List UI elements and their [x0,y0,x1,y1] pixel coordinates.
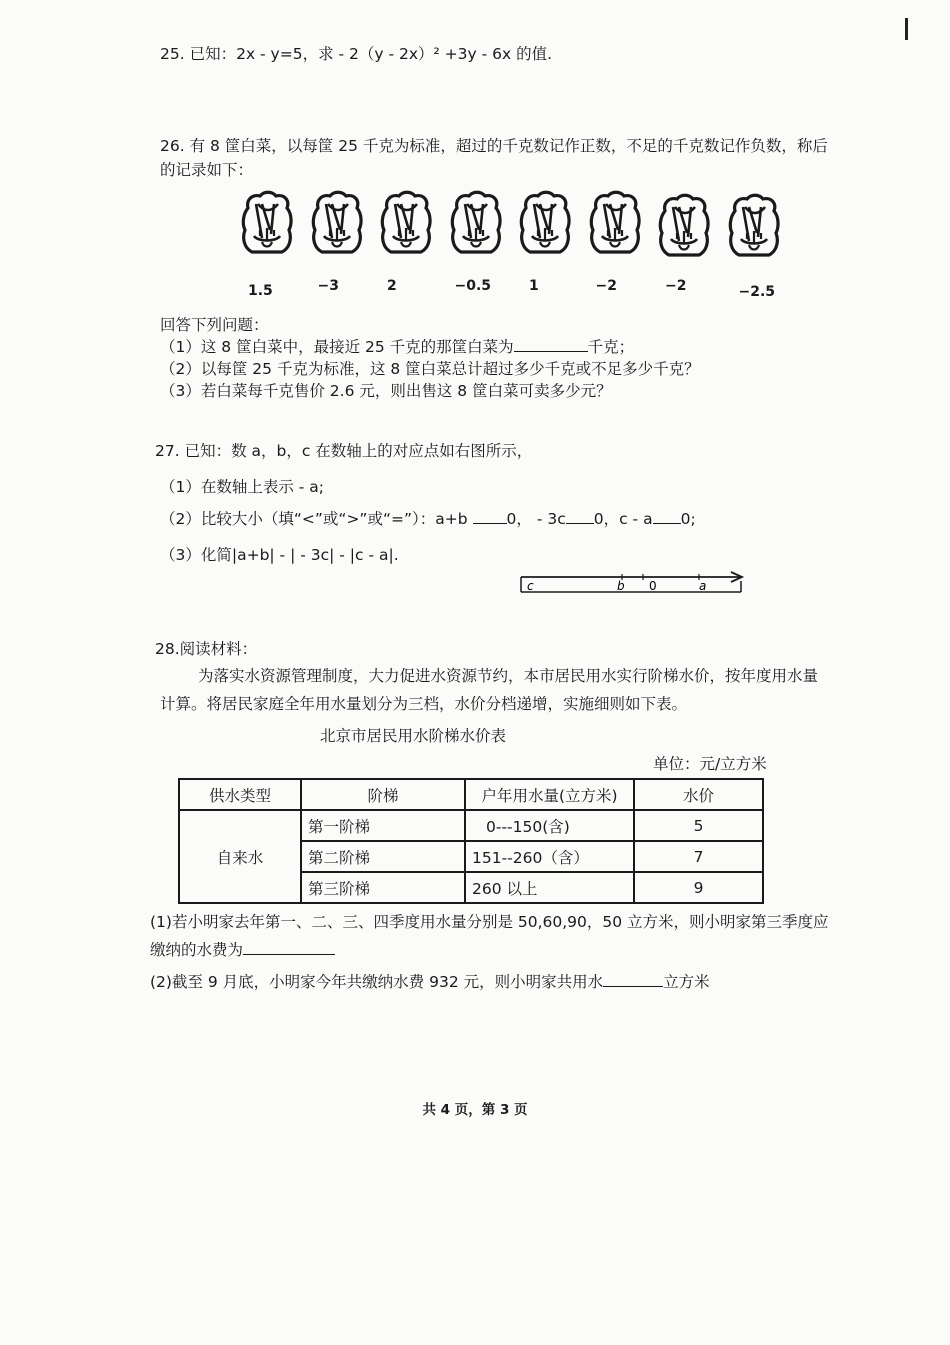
cabbage-basket [588,190,642,262]
table-row [179,810,763,841]
label-c: c [527,579,534,593]
cabbage-value-label: 2 [387,278,397,294]
cabbage-icon [657,193,711,261]
label-b: b [617,579,625,593]
cabbage-basket [240,190,294,262]
price-cell: 7 [634,841,763,872]
answer-blank[interactable] [243,940,335,955]
question-27-sub3: （3）化简|a+b| - | - 3c| - |c - a|. [160,546,399,564]
supply-type-cell: 自来水 [179,810,301,903]
range-cell: 151--260（含） [465,841,634,872]
question-27-sub1: （1）在数轴上表示 - a; [160,478,325,496]
cabbage-value-label: −2.5 [738,284,776,300]
cabbage-icon [379,190,433,258]
cabbage-icon [449,190,503,258]
label-zero: 0 [649,579,657,593]
cabbage-basket [518,190,572,262]
sub2-text: (2)截至 9 月底，小明家今年共缴纳水费 932 元，则小明家共用水 [150,973,604,991]
question-28-para2: 计算。将居民家庭全年用水量划分为三档，水价分档递增，实施细则如下表。 [160,695,688,713]
question-27-line1: 27. 已知：数 a，b，c 在数轴上的对应点如右图所示， [155,442,533,460]
header-volume: 户年用水量(立方米) [465,779,634,810]
sub1-text: 缴纳的水费为 [150,941,244,959]
cabbage-icon [588,190,642,258]
question-25: 25. 已知：2x - y=5，求 - 2（y - 2x）² +3y - 6x 的值. [160,45,553,63]
cabbage-icon [240,190,294,258]
cabbage-value-label: −2 [595,278,617,294]
sub2-text-3: 0，c - a [593,510,653,528]
question-28-sub1-line1: (1)若小明家去年第一、二、三、四季度用水量分别是 50,60,90，50 立方米，则小明家第三季度应 [150,913,829,931]
tier-cell: 第一阶梯 [301,810,465,841]
water-price-table [178,778,764,904]
sub2-text-2: 0， - 3c [506,510,566,528]
answer-blank[interactable] [653,509,681,524]
table-header-row [179,779,763,810]
number-line [515,565,755,600]
question-27-sub2 [160,509,696,529]
cabbage-value-label: −3 [317,278,339,294]
question-26-sub1 [160,337,634,357]
cabbage-value-label: −0.5 [454,278,492,294]
cabbage-basket [449,190,503,262]
cabbage-basket [379,190,433,262]
tier-cell: 第三阶梯 [301,872,465,903]
question-26-sub2: （2）以每筐 25 千克为标准，这 8 筐白菜总计超过多少千克或不足多少千克？ [160,360,700,378]
cabbage-icon [518,190,572,258]
cabbage-icon [310,190,364,258]
question-26-intro: 回答下列问题： [160,316,269,334]
cabbage-basket [310,190,364,262]
table-title: 北京市居民用水阶梯水价表 [320,727,507,745]
sub1-unit: 千克； [587,338,635,356]
table-unit: 单位：元/立方米 [653,755,767,773]
question-26-line2: 的记录如下： [160,161,254,179]
answer-blank[interactable] [514,337,588,352]
question-28-title: 28.阅读材料： [155,640,258,658]
question-28-sub2 [150,972,710,992]
answer-blank[interactable] [603,972,663,987]
page-footer: 共 4 页，第 3 页 [422,1102,528,1118]
cabbage-value-label: 1.5 [248,283,273,299]
header-price: 水价 [634,779,763,810]
price-cell: 5 [634,810,763,841]
answer-blank[interactable] [473,509,507,524]
cabbage-basket [727,193,781,265]
question-26-sub3: （3）若白菜每千克售价 2.6 元，则出售这 8 筐白菜可卖多少元？ [160,382,612,400]
question-26-line1: 26. 有 8 筐白菜，以每筐 25 千克为标准，超过的千克数记作正数，不足的千克数记作负数，称后 [160,137,828,155]
sub1-text: （1）这 8 筐白菜中，最接近 25 千克的那筐白菜为 [160,338,514,356]
question-28-para1: 为落实水资源管理制度，大力促进水资源节约，本市居民用水实行阶梯水价，按年度用水量 [198,667,819,685]
price-cell: 9 [634,872,763,903]
header-supply-type: 供水类型 [179,779,301,810]
page-edge-mark [905,18,908,40]
range-cell: 0---150(含) [465,810,634,841]
cabbage-icon [727,193,781,261]
answer-blank[interactable] [566,509,594,524]
cabbage-value-label: −2 [665,278,687,294]
tier-cell: 第二阶梯 [301,841,465,872]
header-tier: 阶梯 [301,779,465,810]
sub2-text-4: 0; [680,510,696,528]
sub2-unit: 立方米 [663,973,710,991]
sub2-text: （2）比较大小（填“<”或“>”或“=”）：a+b [160,510,468,528]
cabbage-value-label: 1 [529,278,539,294]
cabbage-basket [657,193,711,265]
range-cell: 260 以上 [465,872,634,903]
question-28-sub1-line2 [150,940,335,960]
label-a: a [699,579,707,593]
